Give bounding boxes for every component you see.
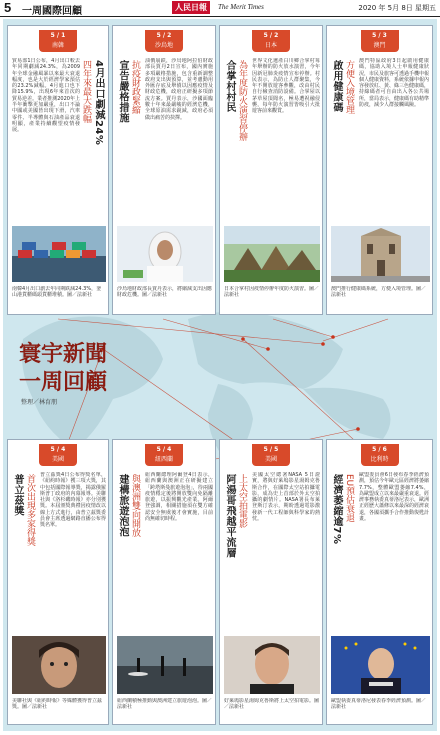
ruins-image [331,226,430,282]
photo-gassho-village [224,226,320,282]
photo-child-portrait [12,636,106,694]
article-body: 貿易部1日公布，4月出口較去年同期劇減24.3%，為2009年全球金融風暴以來最大衰退幅度，也是大於經濟學家預估的23.2%減幅。4月進口也下降15.9%，出現6年來首次的貿易逆差。業者推測2020年上半年衝擊更加嚴重，出口不論中國或美國皆出現下滑，汽車零件、半導體與石油產品衰退明顯，產業持續觀望疫情發展。 [12,58,80,134]
news-page [3,19,437,731]
subheadline: EU預估衰退 [344,474,354,523]
portrait-image [12,636,106,694]
news-card-japan [219,25,323,315]
news-card-saudi [112,25,216,315]
feature-title-line1: 寰宇新聞 [19,341,108,367]
photo-caption: 好萊塢影星湯姆克魯斯將上太空拍電影。圖／法新社 [224,698,320,710]
article-body: 美國太空總署NASA 5日證實，將與好萊塢影星湯姆克魯斯合作，在國際太空站拍攝電影，成為史上首部於外太空拍攝的劇情片。NASA署長布萊登斯汀表示，期盼透過電影激發新一代工程師與科學家的熱忱。 [252,472,320,523]
commissioner-image [331,636,430,694]
photo-eu-commissioner [331,636,430,694]
container-port-image [12,226,106,282]
article-body: 歐盟委員會6日發布春季經濟預測，預估今年歐元區經濟將萎縮7.7%，整體歐盟萎縮7.4%，為歐盟成立以來最嚴重衰退。經濟事務執委真蒂洛尼表示，歐洲正經歷大蕭條以來最深的經濟衰退，各國須攜手合作推動復甦計畫。 [359,472,429,523]
headline: 宣告嚴格措施 [117,60,128,123]
article-body: 油價崩跌，沙烏地阿拉伯財政部長賈丹2日宣布，國內實施多項嚴格措施，包含重新調整政府支出與預算，並考慮動用外匯存底及舉債以因應疫情及財政危機，政府正研擬多項節流方案。賈丹表示，沙國面臨數十年來最嚴峻的經濟危機，全球原油需求銳減，政府必須做出痛苦的抉擇。 [145,58,213,121]
photo-actor-portrait [224,636,320,694]
news-card-pulitzer [7,439,109,725]
news-card-korea [7,25,109,315]
byline: 整理／林育朋 [21,399,58,406]
headline: 啟用健康碼 [331,60,342,113]
page-header [0,0,440,17]
subheadline: 為年度防火演習停辦 [237,60,247,141]
news-card-newzealand [112,439,216,725]
subheadline: 抗疫財政緊縮 [130,60,140,114]
headline: 阿湯哥飛越平流層 [224,474,235,558]
news-card-belgium [326,439,433,725]
subheadline: 方便入境管理 [344,60,354,114]
date-badge: 5 / 4 美國 [39,444,77,466]
newspaper-logo: 人民日報 [172,1,210,14]
photo-caption: 澳門推行健康碼系統，方便入境管理。圖／法新社 [331,286,427,298]
village-image [224,226,320,282]
date-badge: 5 / 2 日本 [252,30,290,52]
photo-beach-surfers [117,636,213,694]
photo-caption: 日本合掌村因疫情停辦年度防火演習。圖／法新社 [224,286,320,298]
news-card-nasa [219,439,323,725]
article-body: 澳門特區政府3日起啟用健康碼，協助入境人士申報健康狀況，市民及旅客可透過手機申報個人健康資料，系統依據申報內容發放紅、黃、綠三色健康碼，持綠碼者可自由出入各公共場所，當局表示，健康碼有助精準防疫，減少人群接觸風險。 [359,58,429,109]
date-badge: 5 / 1 南韓 [39,30,77,52]
photo-caption: 沙烏地財政部長賈丹表示，將縮減支出因應財政危機。圖／法新社 [117,286,213,298]
actor-image [224,636,320,694]
minister-image [117,226,213,282]
headline: 4月出口劇減24% [93,60,104,146]
subheadline: 四年來最大跌幅 [81,60,91,123]
date-badge: 5 / 3 澳門 [361,30,399,52]
news-card-macau [326,25,433,315]
newspaper-logo-en: The Merit Times [218,3,264,11]
headline: 經濟萎縮逾7% [331,474,342,545]
beach-image [117,636,213,694]
photo-caption: 紐西蘭積極推動與澳洲建立旅遊泡泡。圖／法新社 [117,698,213,710]
photo-macau-ruins [331,226,430,282]
date-badge: 5 / 5 美國 [252,444,290,466]
headline: 合掌村村民 [224,60,235,113]
article-body: 紐西蘭總理阿爾登4日表示，紐西蘭與澳洲正在研擬建立「跨塔斯曼旅遊泡泡」，待兩國疫情穩定後將開放雙向免隔離旅遊，以振興觀光產業。阿爾登強調，相關措施須在雙方確認安全無虞後才會實施，目前尚無確切時程。 [145,472,213,523]
photo-caption: 歐盟執委真蒂洛尼發表春季經濟預測。圖／法新社 [331,698,427,710]
photo-container-port [12,226,106,282]
issue-date: 2020 年 5月 8日 星期五 [358,4,436,12]
headline: 普立茲獎 [12,474,23,516]
photo-saudi-minister [117,226,213,282]
photo-caption: 南韓4月出口創去年同期跌減24.3%，釜山港貨櫃碼頭貨櫃堆積。圖／法新社 [12,286,102,298]
article-body: 世界文化遺產白川鄉合掌村每年舉辦的防火放水演習，今年因新冠肺炎疫情宣布停辦。村民表示，為防止人群聚集，今年不開放遊客參觀，改由村民自行檢查消防設備。合掌屋以茅草屋頂聞名，極易遭祝融侵襲，每年防火演習皆吸引大批遊客前來觀賞。 [252,58,320,115]
article-body: 普立茲獎4日公布得獎名單，《紐約時報》獲三項大獎，其中包括國際報導獎，揭露俄羅斯普丁政府的內幕報導。美聯社與《洛杉磯時報》亦分別獲獎。本屆頒獎典禮因疫情改以線上方式進行，由普立茲獎委員會主席透過網路直播公布得獎名單。 [40,472,106,529]
section-title: 一周國際回顧 [22,6,82,17]
photo-caption: 美聯社與《紐約時報》等媒體獲得普立茲獎。圖／法新社 [12,698,103,710]
date-badge: 5 / 4 紐西蘭 [145,444,183,466]
headline: 建構旅遊泡泡 [117,474,128,537]
date-badge: 5 / 6 比利時 [361,444,399,466]
subheadline: 首次出現多家得獎 [25,474,35,546]
date-badge: 5 / 2 沙烏地 [145,30,183,52]
page-number: 5 [4,0,12,15]
subheadline: 與澳洲雙向開放 [130,474,140,537]
subheadline: 上太空拍電影 [237,474,247,528]
feature-title-line2: 一周回顧 [19,369,108,395]
